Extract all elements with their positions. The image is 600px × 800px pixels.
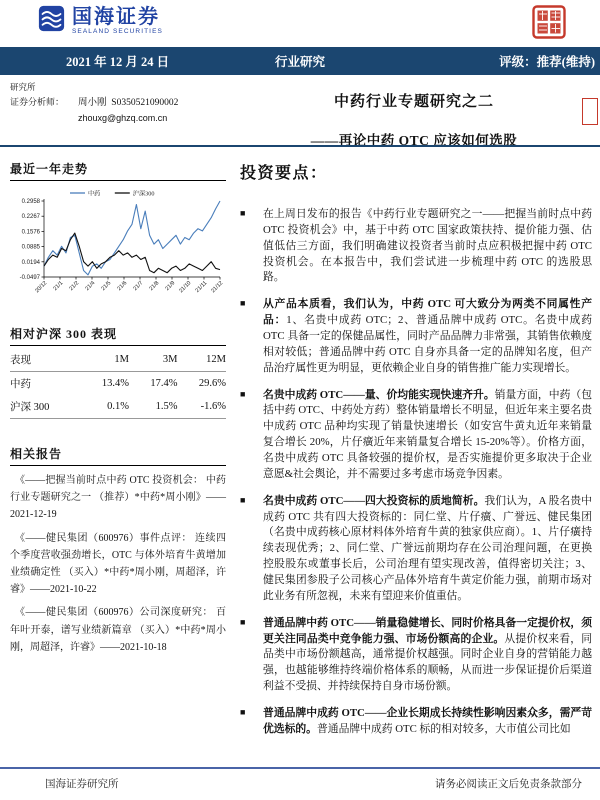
key-points-heading: 投资要点： — [240, 165, 328, 182]
footer — [45, 776, 582, 791]
key-point-lead: 名贵中成药 OTC——四大投资标的质地简析。 — [263, 494, 485, 507]
header-logo-row — [38, 5, 566, 44]
svg-text:21/4: 21/4 — [84, 280, 97, 293]
col-header: 表现 — [10, 355, 31, 366]
main-content — [240, 160, 592, 749]
footer-disclaimer: 请务必阅读正文后免责条款部分 — [435, 779, 582, 790]
report-list-item: 《——把握当前时点中药 OTC 投资机会： 中药行业专题研究之一 （推荐）*中药*周小刚》——2021-12-19 — [10, 475, 226, 521]
trend-section — [10, 160, 226, 313]
svg-text:21/5: 21/5 — [100, 280, 113, 293]
svg-text:沪深300: 沪深300 — [132, 190, 155, 198]
key-point-lead: 从产品本质看，我们认为，中药 OTC 可大致分为两类不同属性产品： — [263, 298, 592, 327]
report-list-item: 《——健民集团（600976）事件点评： 连续四个季度营收强劲增长，OTC 与体外培育牛黄增加业绩确定性 （买入）*中药*周小刚，周超泽，许睿》——2021-10-22 — [10, 532, 226, 596]
related-reports-section — [10, 445, 226, 656]
analyst-block — [10, 81, 178, 127]
analyst-email: zhouxg@ghzq.com.cn — [78, 112, 168, 123]
rating-label: 评级： — [499, 55, 537, 69]
svg-text:21/6: 21/6 — [116, 280, 129, 293]
footer-institute: 国海证券研究所 — [45, 779, 119, 790]
performance-heading: 相对沪深 300 表现 — [10, 325, 226, 346]
svg-text:0.0194: 0.0194 — [21, 259, 40, 266]
analyst-label: 证券分析师： — [10, 96, 65, 107]
row-label: 沪深 300 — [10, 402, 50, 413]
trend-chart — [10, 185, 226, 313]
key-point-item — [240, 494, 592, 605]
col-header: 12M — [206, 354, 226, 365]
key-point-lead: 普通品牌中药 OTC——销量稳健增长、同时价格具备一定提价权，须更关注同品类中竞争能力强、市场份额高的企业。 — [263, 616, 592, 645]
svg-text:-0.0497: -0.0497 — [19, 275, 40, 281]
table-row — [10, 395, 226, 419]
key-point-lead: 名贵中成药 OTC——量、价均能实现快速齐升。 — [263, 388, 495, 401]
cell-3m: 17.4% — [150, 378, 178, 389]
cell-1m: 13.4% — [101, 378, 129, 389]
rating-value: 推荐(维持) — [536, 55, 595, 69]
col-header: 3M — [162, 354, 178, 365]
report-title: 中药行业专题研究之二 — [333, 94, 494, 110]
svg-text:21/8: 21/8 — [148, 280, 161, 293]
svg-text:中药: 中药 — [88, 190, 101, 198]
svg-text:21/1: 21/1 — [52, 280, 65, 293]
brand-name-cn: 国海证券 — [72, 5, 160, 28]
svg-text:21/12: 21/12 — [210, 280, 225, 295]
key-point-item — [240, 616, 592, 695]
col-header: 1M — [114, 354, 129, 365]
table-header-row — [10, 348, 226, 372]
analyst-name: 周小刚 — [78, 97, 107, 108]
svg-text:0.1576: 0.1576 — [21, 229, 40, 236]
svg-text:21/7: 21/7 — [132, 280, 145, 293]
trend-heading: 最近一年走势 — [10, 160, 226, 181]
header-divider — [0, 145, 600, 147]
research-stamp-box — [582, 98, 598, 125]
key-point-text: 销量方面，中药（包括中药 OTC、中药处方药）整体销量增长不明显，但近年来主要名贵中成药 OTC 品种均实现了销量快速增长（如安宫牛黄丸近年来销量复合增长 20%，片仔癀近年来销量复合增长 15-20%等）。价格方面，名贵中成药 OTC 具备较强的提价权，是否实施提价更多取决于企业意愿&社会舆论，并不需要过多考虑市场竞争因素。 — [263, 388, 592, 480]
brand-name-en: SEALAND SECURITIES — [72, 27, 163, 35]
cell-3m: 1.5% — [155, 401, 178, 412]
table-row — [10, 372, 226, 396]
doc-title-block — [236, 90, 592, 149]
sidebar — [10, 160, 226, 656]
svg-text:21/10: 21/10 — [178, 280, 193, 295]
key-points-list — [240, 207, 592, 738]
key-point-text: 我们认为，A 股名贵中成药 OTC 共有四大投资标的：同仁堂、片仔癀、广誉远、健民集团（名贵中成药核心原材料体外培育牛黄的独家供应商）。1、片仔癀持续表现优秀；2、同仁堂、广誉远前期均存在公司治理问题，在更换控股股东或董事长后，公司治理有望实现改善，值得密切关注；3、健民集团参股子公司核心产品体外培育牛黄定价能力强，前期市场对此业务有所忽视，未来有望迎来价值重估。 — [263, 494, 592, 602]
performance-section — [10, 325, 226, 419]
key-point-item — [240, 207, 592, 286]
company-seal-icon — [532, 5, 566, 44]
cell-12m: 29.6% — [198, 378, 226, 389]
related-reports-heading: 相关报告 — [10, 445, 226, 466]
key-point-item — [240, 706, 592, 738]
brand-logo-icon — [38, 5, 65, 37]
svg-text:21/9: 21/9 — [164, 280, 177, 293]
report-date: 2021 年 12 月 24 日 — [66, 55, 170, 69]
analyst-org: 研究所 — [10, 82, 36, 92]
report-list-item: 《——健民集团（600976）公司深度研究： 百年叶开泰，谱写业绩新篇章 （买入）*中药*周小刚，周超泽，许睿》——2021-10-18 — [10, 607, 226, 653]
key-point-text: 普通品牌中成药 OTC 标的相对较多，大市值公司比如 — [316, 722, 571, 735]
svg-text:0.2267: 0.2267 — [21, 214, 40, 221]
footer-divider — [0, 767, 600, 769]
performance-table — [10, 348, 226, 419]
report-category: 行业研究 — [274, 55, 326, 69]
row-label: 中药 — [10, 379, 31, 390]
svg-text:21/2: 21/2 — [68, 280, 81, 293]
brand-logo — [38, 5, 163, 37]
svg-text:0.0885: 0.0885 — [21, 244, 40, 251]
key-point-text: 在上周日发布的报告《中药行业专题研究之一——把握当前时点中药 OTC 投资机会》中，基于中药 OTC 国家政策扶持、提价能力强、估值低估三方面，我们明确建议投资者当前时点应积极把握中药 OTC 投资机会。在本报告中，我们尝试进一步梳理中药 OTC 的选股思路。 — [263, 208, 592, 284]
report-subtitle: ——再论中药 OTC 应该如何选股 — [310, 133, 518, 148]
cell-1m: 0.1% — [107, 401, 129, 412]
svg-text:0.2958: 0.2958 — [21, 199, 40, 205]
svg-text:20/12: 20/12 — [34, 280, 49, 295]
key-point-text: 1、名贵中成药 OTC；2、普通品牌中成药 OTC。名贵中成药 OTC 具备一定的保健品属性，同时产品品牌力非常强，其销售依赖度相对较低；普通品牌中药 OTC 自身亦具备一定的品牌知名度，但产品治疗属性更为明显，更依赖企业自身的销售推广能力实现增长。 — [263, 314, 592, 374]
analyst-cert-no: S0350521090002 — [111, 97, 179, 108]
key-point-text: 从提价权来看，同品类中市场份额越高，通常提价权越强。同时企业自身的营销能力越强，也越能够维持终端价格体系的顺畅，从而进一步保证提价后渠道利益不受损、并持续保持自身市场份额。 — [263, 632, 593, 693]
report-header-bar — [0, 47, 600, 75]
key-point-lead: 普通品牌中成药 OTC——企业长期成长持续性影响因素众多，需严苛优选标的。 — [263, 707, 592, 735]
rating-badge — [499, 52, 595, 70]
key-point-item — [240, 297, 592, 376]
cell-12m: -1.6% — [200, 401, 226, 412]
key-point-item — [240, 388, 592, 483]
svg-text:21/11: 21/11 — [194, 280, 209, 295]
